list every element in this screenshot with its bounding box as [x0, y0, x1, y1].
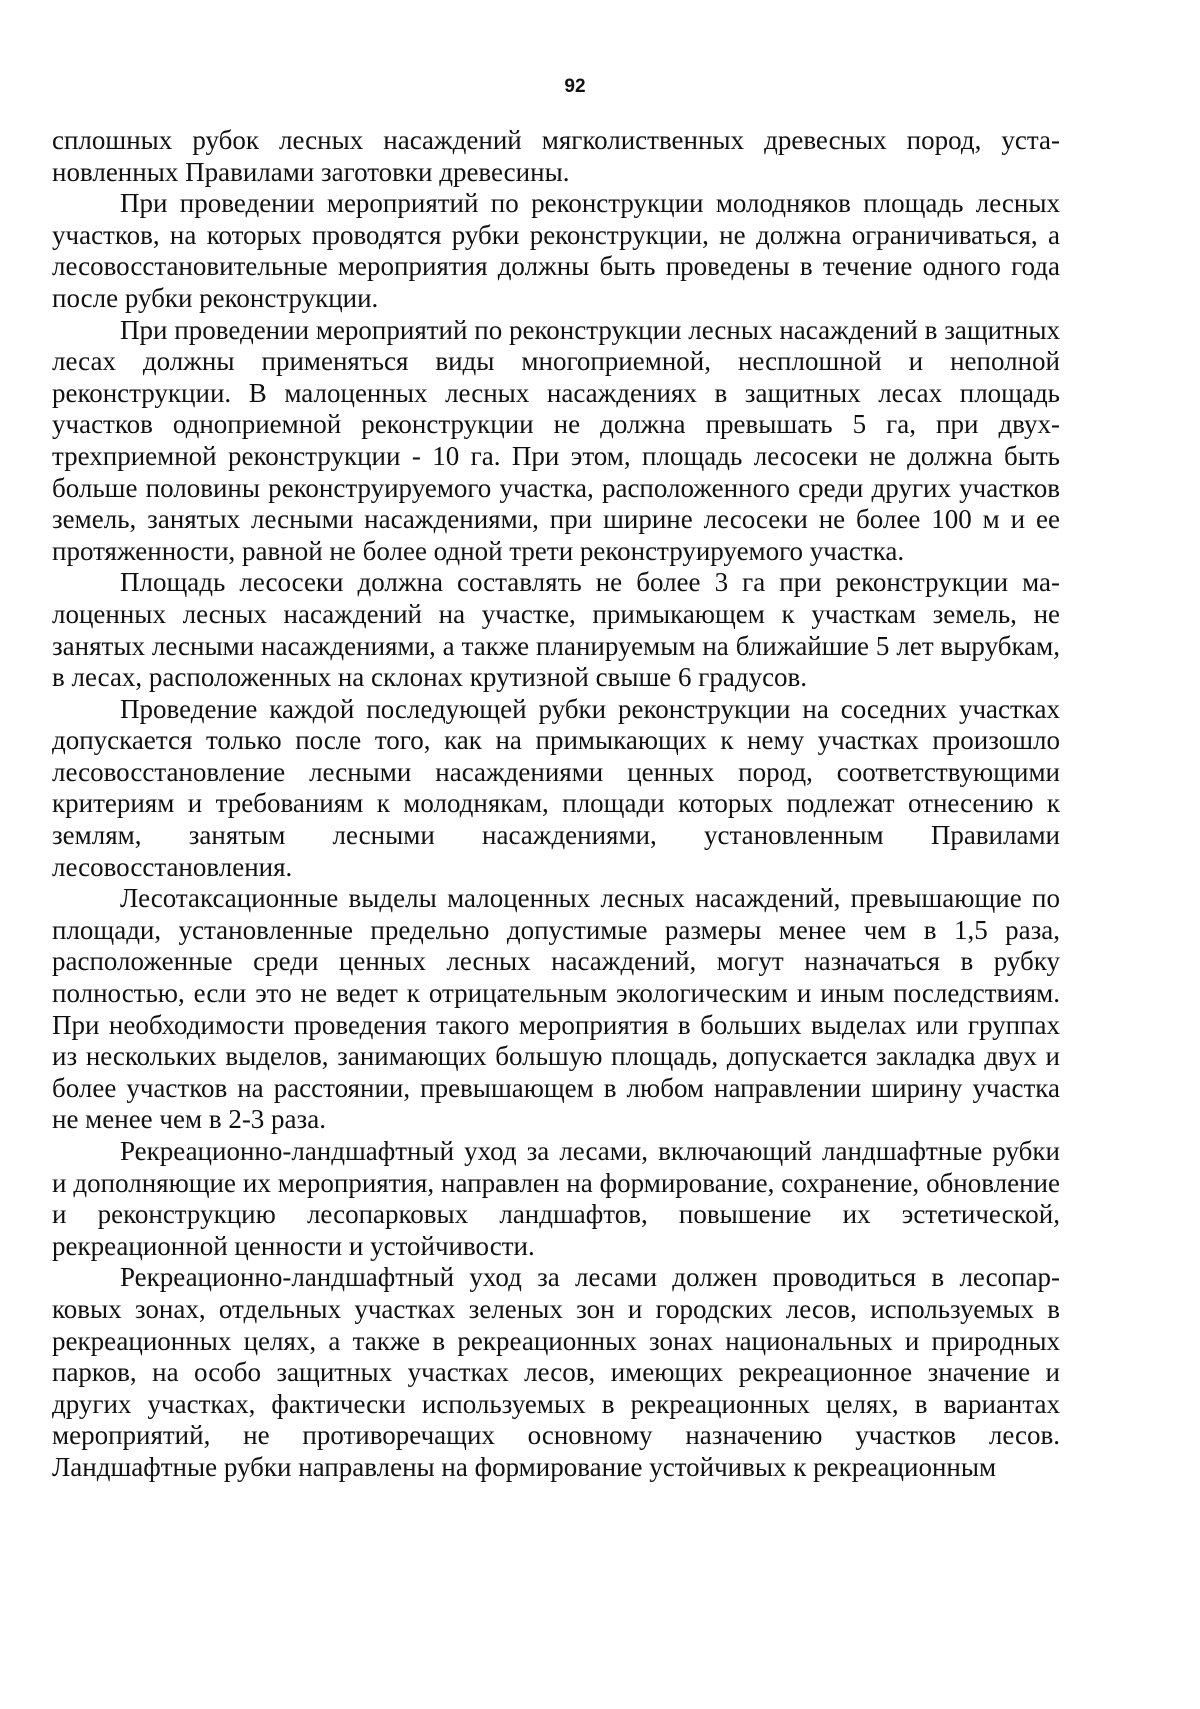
paragraph-cutting-area-limit: Площадь лесосеки должна составлять не более 3 га при реконструкции малоценных лесных насаждений на участке, примыкающем к участкам земель, не занятых лесными насаждениями, а также планируемым на ближайшие 5 лет вырубкам, в лесах, расположенных на склонах крутизной свыше 6 градусов.	[52, 567, 1060, 693]
document-body	[52, 125, 1060, 1484]
page-number: 92	[564, 76, 586, 97]
paragraph-recreational-care-scope: Рекреационно-ландшафтный уход за лесами должен проводиться в лесопарковых зонах, отдельных участках зеленых зон и городских лесов, используемых в рекреационных целях, а также в рекреационных зонах национальных и природных парков, на особо защитных участках лесов, имеющих рекреационное значение и других участках, фактически используемых в рекреационных целях, в вариантах мероприятий, не противоречащих основному назначению участков лесов. Ландшафтные рубки направлены на формирование устойчивых к рекреационным	[52, 1262, 1060, 1482]
paragraph-continuation: сплошных рубок лесных насаждений мягколиственных древесных пород, установленных Правилами заготовки древесины.	[52, 125, 1060, 187]
paragraph-recreational-care-definition: Рекреационно-ландшафтный уход за лесами, включающий ландшафтные рубки и дополняющие их мероприятия, направлен на формирование, сохранение, обновление и реконструкцию лесопарковых ландшафтов, повышение их эстетической, рекреационной ценности и устойчивости.	[52, 1136, 1060, 1261]
paragraph-forest-inventory-units: Лесотаксационные выделы малоценных лесных насаждений, превышающие по площади, установленные предельно допустимые размеры менее чем в 1,5 раза, расположенные среди ценных лесных насаждений, могут назначаться в рубку полностью, если это не ведет к отрицательным экологическим и иным последствиям. При необходимости проведения такого мероприятия в больших выделах или группах из нескольких выделов, занимающих большую площадь, допускается закладка двух и более участков на расстоянии, превышающем в любом направлении ширину участка не менее чем в 2-3 раза.	[52, 883, 1060, 1135]
paragraph-young-stands-reconstruction: При проведении мероприятий по реконструкции молодняков площадь лесных участков, на которых проводятся рубки реконструкции, не должна ограничиваться, а лесовосстановительные мероприятия должны быть проведены в течение одного года после рубки реконструкции.	[52, 188, 1060, 313]
paragraph-protective-forests-reconstruction: При проведении мероприятий по реконструкции лесных насаждений в защитных лесах должны применяться виды многоприемной, несплошной и неполной реконструкции. В малоценных лесных насаждениях в защитных лесах площадь участков одноприемной реконструкции не должна превышать 5 га, при двух-трехприемной реконструкции - 10 га. При этом, площадь лесосеки не должна быть больше половины реконструируемого участка, расположенного среди других участков земель, занятых лесными насаждениями, при ширине лесосеки не более 100 м и ее протяженности, равной не более одной трети реконструируемого участка.	[52, 314, 1060, 566]
paragraph-subsequent-cuttings: Проведение каждой последующей рубки реконструкции на соседних участках допускается только после того, как на примыкающих к нему участках произошло лесовосстановление лесными насаждениями ценных пород, соответствующими критериям и требованиям к молоднякам, площади которых подлежат отнесению к землям, занятым лесными насаждениями, установленным Правилами лесовосстановления.	[52, 693, 1060, 882]
